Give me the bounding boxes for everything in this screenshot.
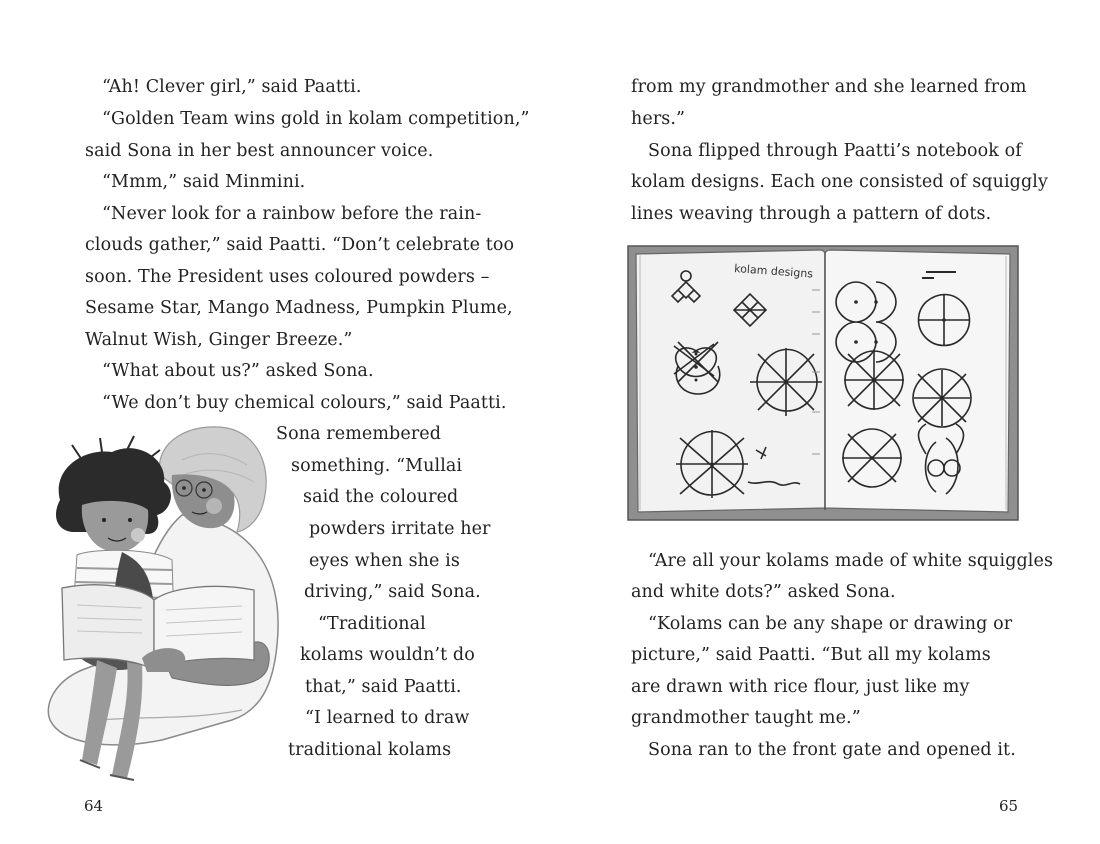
grandmother-reading-illustration bbox=[42, 420, 287, 785]
text-line: “Mmm,” said Minmini. bbox=[102, 172, 306, 192]
text-line: Sona remembered bbox=[276, 424, 442, 444]
right-page bbox=[550, 0, 1100, 844]
text-line: Sesame Star, Mango Madness, Pumpkin Plume, bbox=[85, 298, 513, 318]
text-line: Sona flipped through Paatti’s notebook of bbox=[648, 141, 1022, 161]
notebook-caption: kolam designs bbox=[733, 262, 814, 281]
text-line: driving,” said Sona. bbox=[304, 582, 481, 602]
text-line: kolams wouldn’t do bbox=[300, 645, 475, 665]
text-line: that,” said Paatti. bbox=[305, 677, 462, 697]
text-line: “Traditional bbox=[318, 614, 426, 634]
text-line: lines weaving through a pattern of dots. bbox=[631, 204, 992, 224]
text-line: kolam designs. Each one consisted of squiggly bbox=[631, 172, 1048, 192]
text-line: picture,” said Paatti. “But all my kolams bbox=[631, 645, 991, 665]
text-line: “We don’t buy chemical colours,” said Paatti. bbox=[102, 393, 507, 413]
page-number: 65 bbox=[999, 797, 1019, 815]
text-line: said the coloured bbox=[303, 487, 459, 507]
text-line: traditional kolams bbox=[288, 740, 452, 760]
text-line: hers.” bbox=[631, 109, 686, 129]
text-line: “Kolams can be any shape or drawing or bbox=[648, 614, 1013, 634]
text-line: “Never look for a rainbow before the rain- bbox=[102, 204, 482, 224]
text-line: Sona ran to the front gate and opened it. bbox=[648, 740, 1016, 760]
text-line: “Golden Team wins gold in kolam competition,” bbox=[102, 109, 530, 129]
text-line: Walnut Wish, Ginger Breeze.” bbox=[85, 330, 353, 350]
text-line: “Ah! Clever girl,” said Paatti. bbox=[102, 77, 362, 97]
text-line: from my grandmother and she learned from bbox=[631, 77, 1027, 97]
text-line: “I learned to draw bbox=[305, 708, 470, 728]
kolam-notebook-illustration bbox=[626, 242, 1020, 524]
text-line: “What about us?” asked Sona. bbox=[102, 361, 374, 381]
text-line: are drawn with rice flour, just like my bbox=[631, 677, 970, 697]
text-line: eyes when she is bbox=[309, 551, 460, 571]
text-line: soon. The President uses coloured powders – bbox=[85, 267, 490, 287]
text-line: said Sona in her best announcer voice. bbox=[85, 141, 434, 161]
text-line: and white dots?” asked Sona. bbox=[631, 582, 896, 602]
text-line: powders irritate her bbox=[309, 519, 491, 539]
text-line: “Are all your kolams made of white squiggles bbox=[648, 551, 1054, 571]
text-line: clouds gather,” said Paatti. “Don’t celebrate too bbox=[85, 235, 515, 255]
page-number: 64 bbox=[84, 797, 104, 815]
text-line: something. “Mullai bbox=[291, 456, 463, 476]
text-line: grandmother taught me.” bbox=[631, 708, 861, 728]
